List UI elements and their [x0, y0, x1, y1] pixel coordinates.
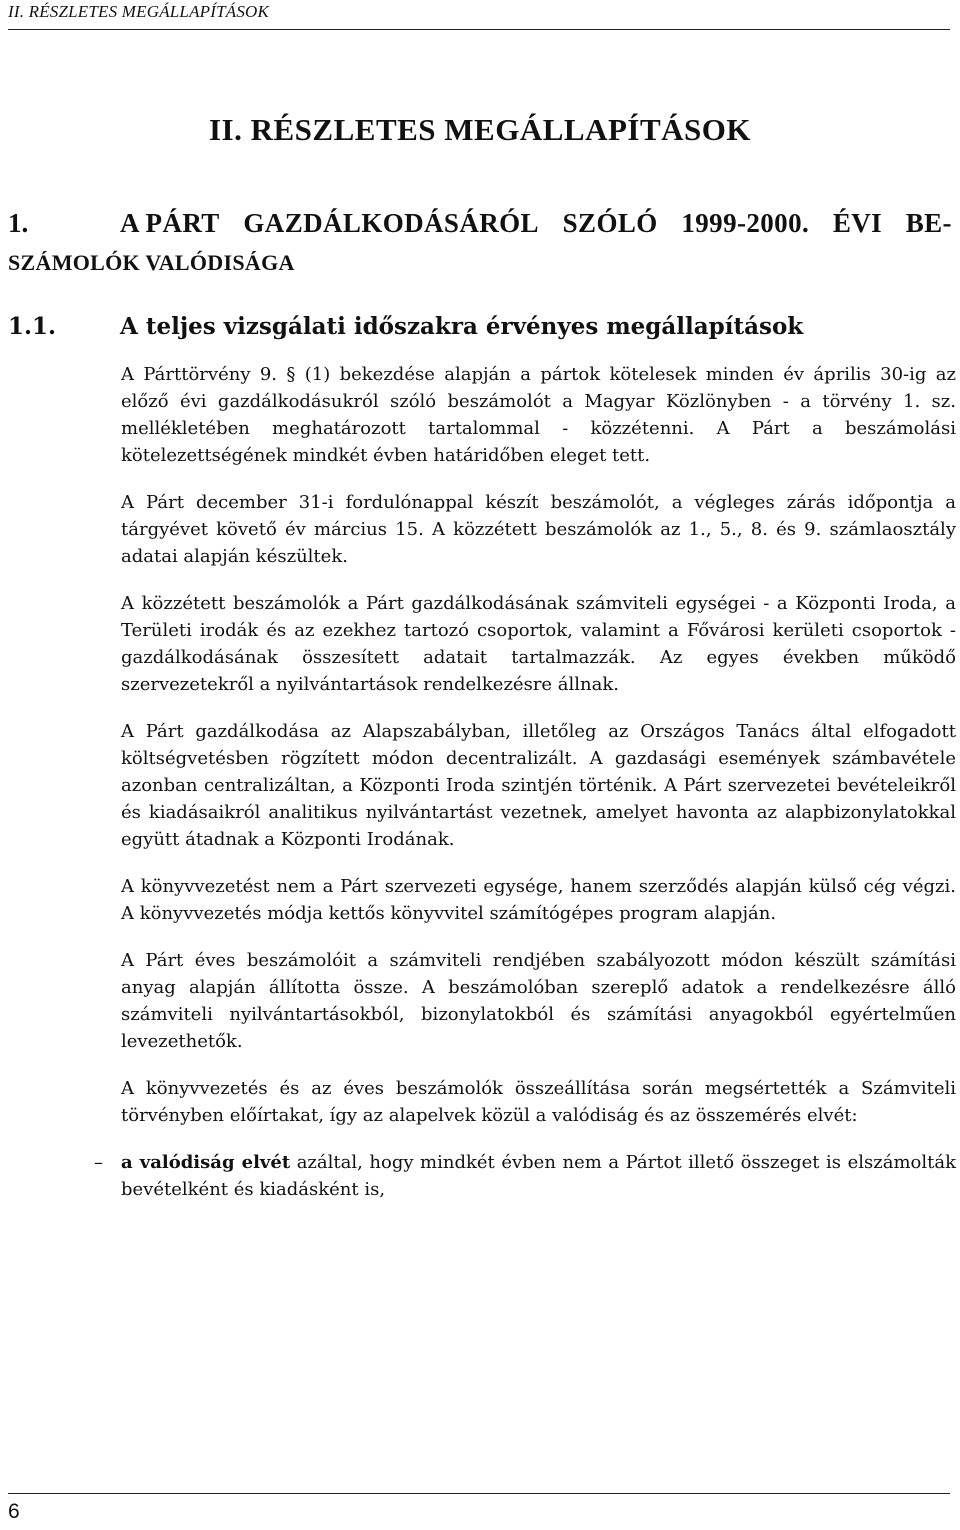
paragraph: A Párt december 31-i fordulónappal készít beszámolót, a végleges zárás időpontja a tárgyévet követő év március 15. A közzétett beszámolók az 1., 5., 8. és 9. számlaosztály adatai alapján készültek. — [121, 492, 956, 567]
section-heading — [8, 208, 952, 280]
section-title-word: BE- — [905, 208, 952, 238]
paragraph: A könyvvezetést nem a Párt szervezeti egysége, hanem szerződés alapján külső cég végzi. A könyvvezetés módja kettős könyvvitel számítógépes program alapján. — [121, 876, 956, 924]
chapter-title: II. RÉSZLETES MEGÁLLAPÍTÁSOK — [208, 112, 751, 147]
paragraph: A könyvvezetés és az éves beszámolók összeállítása során megsértették a Számviteli törvényben előírtakat, így az alapelvek közül a valódiság és az összemérés elvét: — [121, 1078, 956, 1126]
bullet-dash: – — [94, 1152, 103, 1173]
bullet-item — [94, 1149, 956, 1203]
subsection-title: A teljes vizsgálati időszakra érvényes megállapítások — [120, 313, 804, 340]
paragraph: A Párt gazdálkodása az Alapszabályban, illetőleg az Országos Tanács által elfogadott költségvetésben rögzített módon decentralizált. A gazdasági események számbavétele azonban centralizáltan, a Központi Iroda szintjén történik. A Párt szervezetei bevételeikről és kiadásaikról analitikus nyilvántartást vezetnek, amelyet havonta az alapbizonylatokkal együtt átadnak a Központi Irodának. — [121, 721, 956, 850]
footer-rule — [8, 1493, 950, 1494]
running-header: II. RÉSZLETES MEGÁLLAPÍTÁSOK — [8, 2, 270, 21]
page-number: 6 — [8, 1500, 20, 1523]
body-text — [94, 361, 956, 1203]
section-title-word: A PÁRT — [120, 208, 220, 238]
section-title-word: 1999-2000. — [681, 208, 810, 238]
subsection-heading — [8, 313, 803, 340]
paragraph: A Párt éves beszámolóit a számviteli rendjében szabályozott módon készült számítási anyag alapján állította össze. A beszámolóban szereplő adatok a rendelkezésre álló számviteli nyilvántartásokból, bizonylatokból és számítási anyagokból egyértelműen levezethetők. — [121, 950, 956, 1052]
section-heading-line1 — [8, 208, 952, 248]
section-title-word: SZÓLÓ — [562, 208, 658, 238]
section-number: 1. — [8, 208, 29, 238]
section-title-words — [120, 208, 952, 239]
section-title-word: ÉVI — [832, 208, 883, 238]
bullet-text: azáltal, hogy mindkét évben nem a Pártot illető összeget is elszámolták bevételként és kiadásként is, — [121, 1152, 956, 1200]
subsection-number: 1.1. — [8, 313, 57, 340]
section-title-line2: SZÁMOLÓK VALÓDISÁGA — [8, 250, 295, 275]
section-title-word: GAZDÁLKODÁSÁRÓL — [243, 208, 539, 238]
bullet-bold-text: a valódiság elvét — [121, 1152, 291, 1173]
paragraph: A Párttörvény 9. § (1) bekezdése alapján a pártok kötelesek minden év április 30-ig az előző évi gazdálkodásukról szóló beszámolót a Magyar Közlönyben - a törvény 1. sz. mellékletében meghatározott tartalommal - közzétenni. A Párt a beszámolási kötelezettségének mindkét évben határidőben eleget tett. — [121, 364, 956, 466]
paragraph: A közzétett beszámolók a Párt gazdálkodásának számviteli egységei - a Központi Iroda, a Területi irodák és az ezekhez tartozó csoportok, valamint a Fővárosi kerületi csoportok - gazdálkodásának összesített adatait tartalmazzák. Az egyes években működő szervezetekről a nyilvántartások rendelkezésre állnak. — [121, 593, 956, 695]
header-rule — [8, 29, 950, 30]
bullet-content — [121, 1149, 956, 1203]
